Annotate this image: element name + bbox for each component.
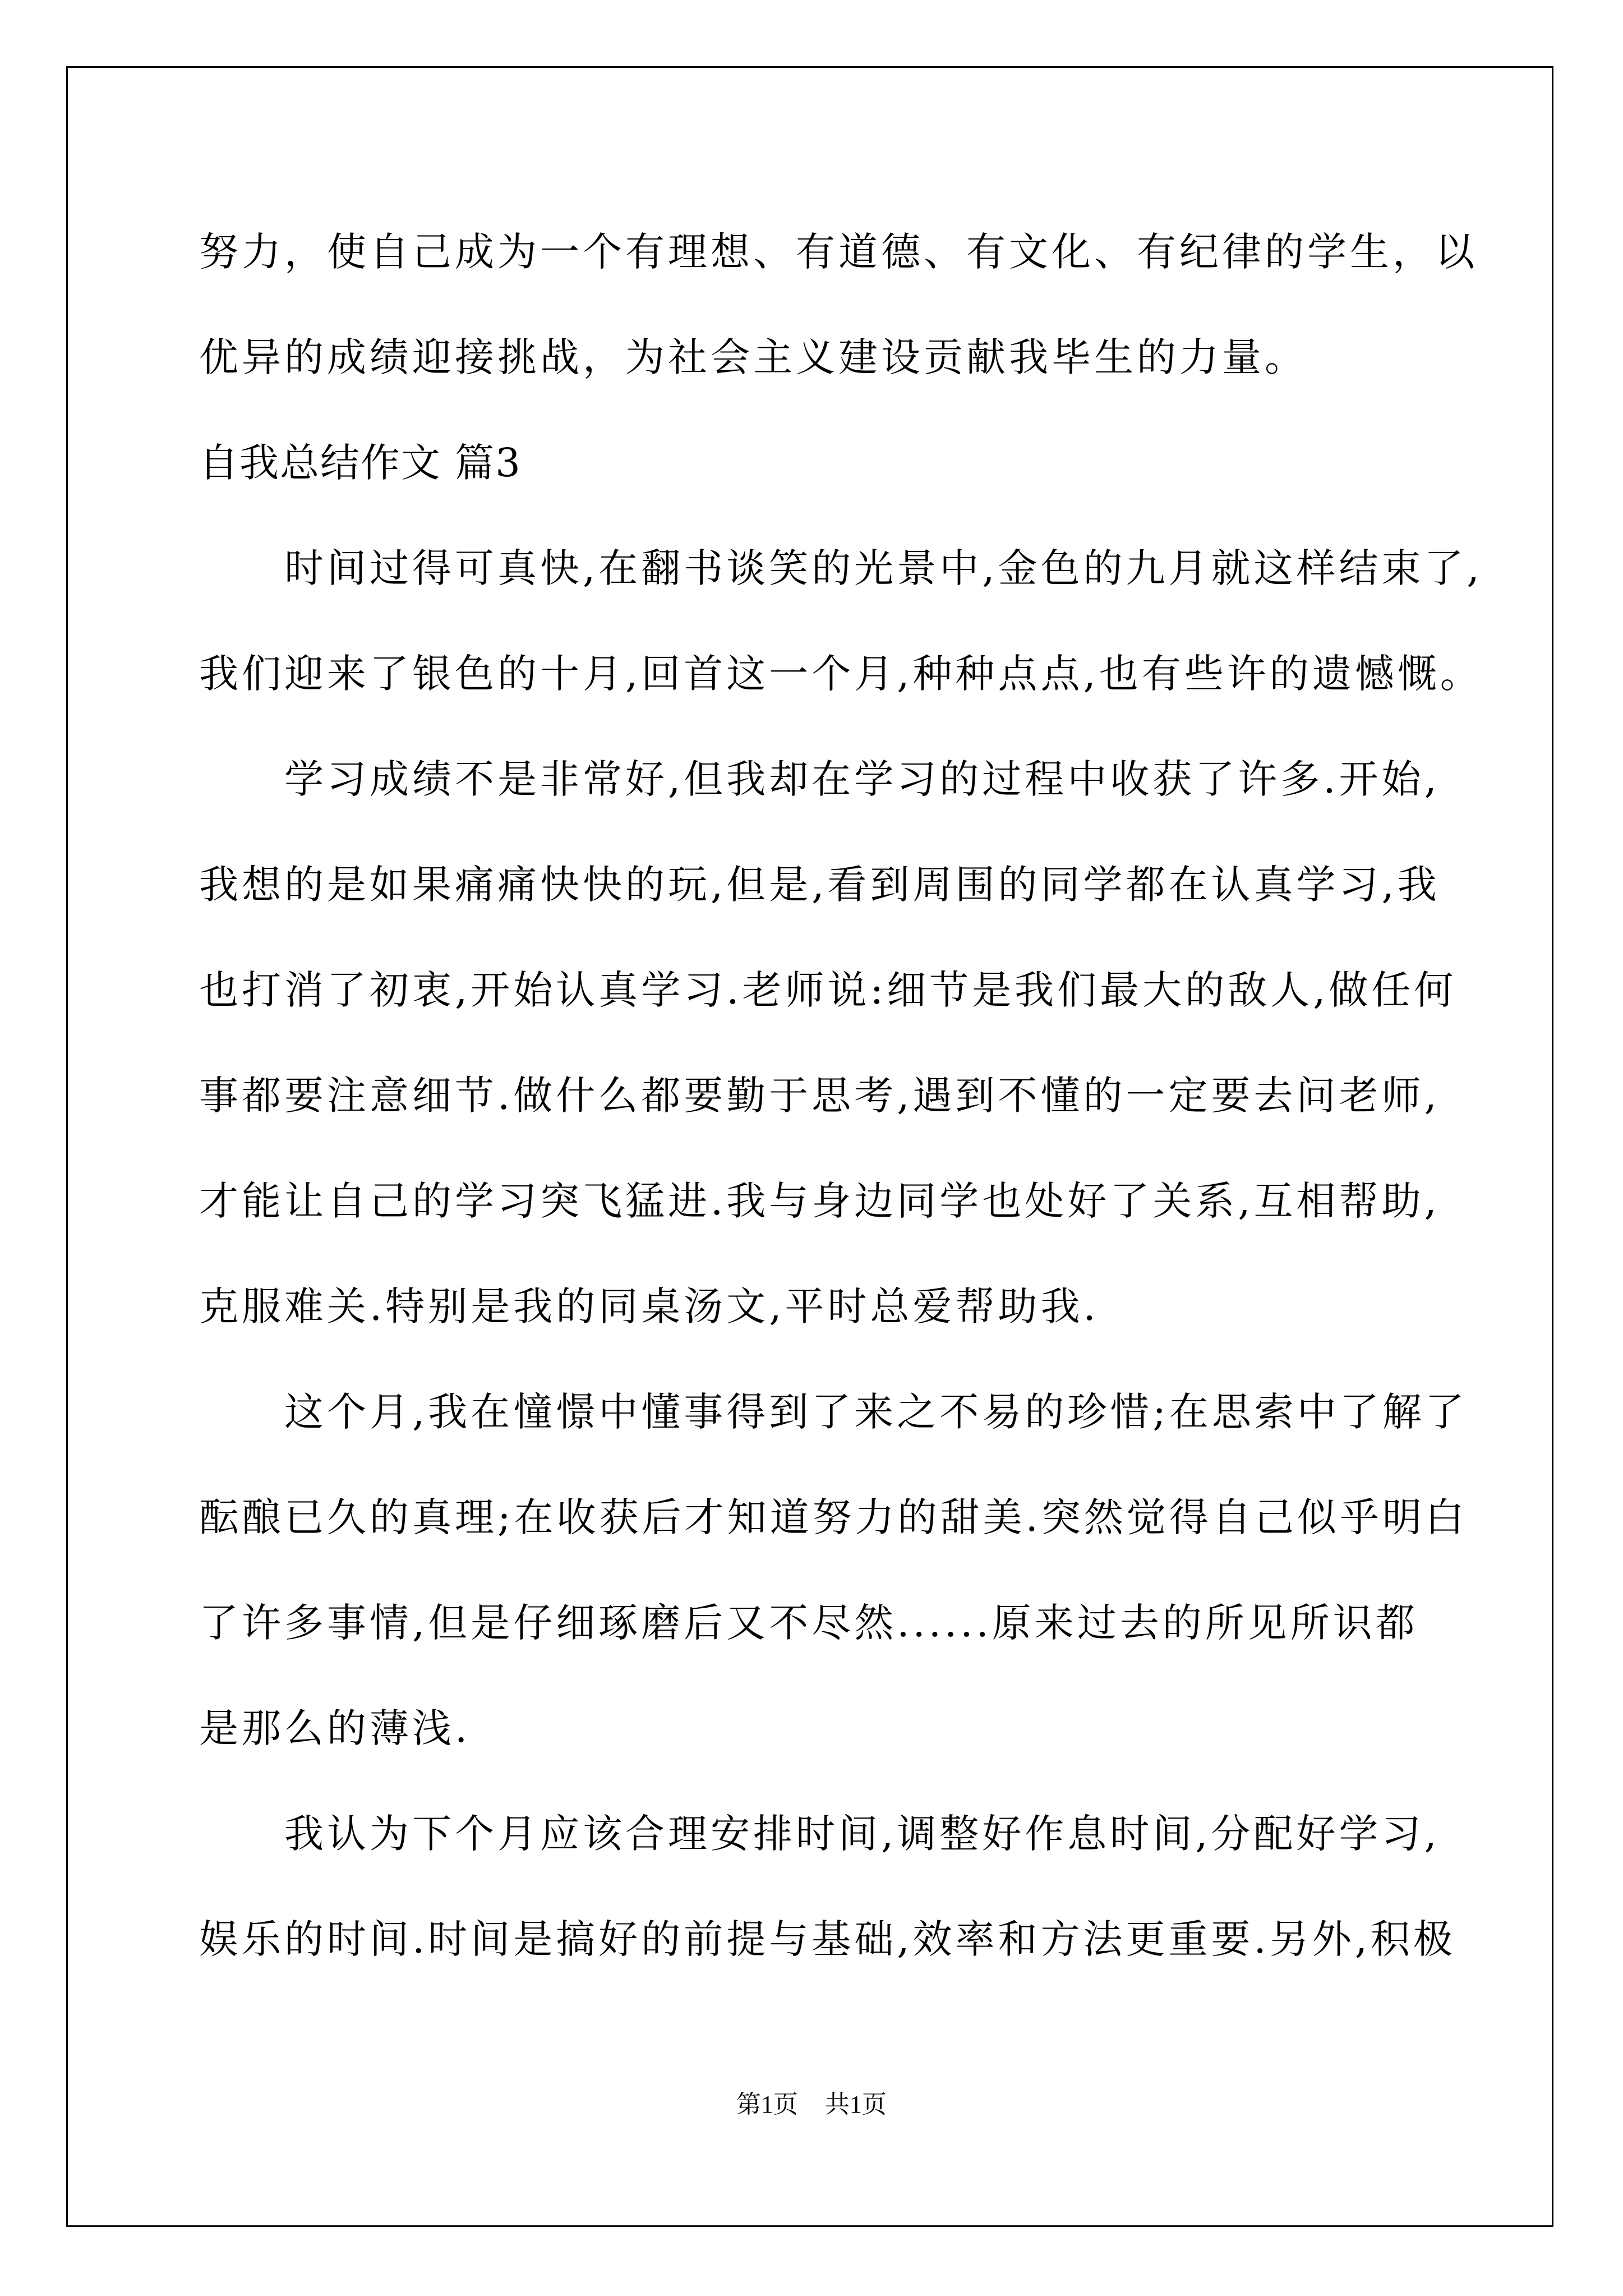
text-line: 娱乐的时间.时间是搞好的前提与基础,效率和方法更重要.另外,积极	[199, 1916, 1456, 1962]
document-body	[199, 199, 1483, 1992]
text-line: 优异的成绩迎接挑战，为社会主义建设贡献我毕生的力量。	[199, 334, 1307, 380]
text-line: 努力，使自己成为一个有理想、有道德、有文化、有纪律的学生，以	[199, 229, 1478, 275]
text-line: 是那么的薄浅.	[199, 1705, 471, 1751]
text-line: 我们迎来了银色的十月,回首这一个月,种种点点,也有些许的遗憾慨。	[199, 651, 1483, 697]
text-line: 这个月,我在憧憬中懂事得到了来之不易的珍惜;在思索中了解了	[199, 1389, 1468, 1435]
page-number-total: 共1页	[825, 2091, 887, 2118]
section-heading: 自我总结作文 篇3	[199, 440, 522, 486]
page-number-current: 第1页	[736, 2091, 798, 2118]
text-line: 时间过得可真快,在翻书谈笑的光景中,金色的九月就这样结束了,	[199, 545, 1483, 591]
text-line: 了许多事情,但是仔细琢磨后又不尽然......原来过去的所见所识都	[199, 1600, 1418, 1646]
text-line: 才能让自己的学习突飞猛进.我与身边同学也处好了关系,互相帮助,	[199, 1178, 1440, 1224]
page-footer	[0, 2088, 1623, 2122]
text-line: 我认为下个月应该合理安排时间,调整好作息时间,分配好学习,	[199, 1811, 1440, 1857]
text-line: 也打消了初衷,开始认真学习.老师说:细节是我们最大的敌人,做任何	[199, 967, 1457, 1013]
text-line: 克服难关.特别是我的同桌汤文,平时总爱帮助我.	[199, 1283, 1099, 1329]
text-line: 学习成绩不是非常好,但我却在学习的过程中收获了许多.开始,	[199, 756, 1440, 802]
text-line: 事都要注意细节.做什么都要勤于思考,遇到不懂的一定要去问老师,	[199, 1073, 1440, 1119]
text-line: 酝酿已久的真理;在收获后才知道努力的甜美.突然觉得自己似乎明白	[199, 1494, 1468, 1540]
text-line: 我想的是如果痛痛快快的玩,但是,看到周围的同学都在认真学习,我	[199, 862, 1440, 908]
